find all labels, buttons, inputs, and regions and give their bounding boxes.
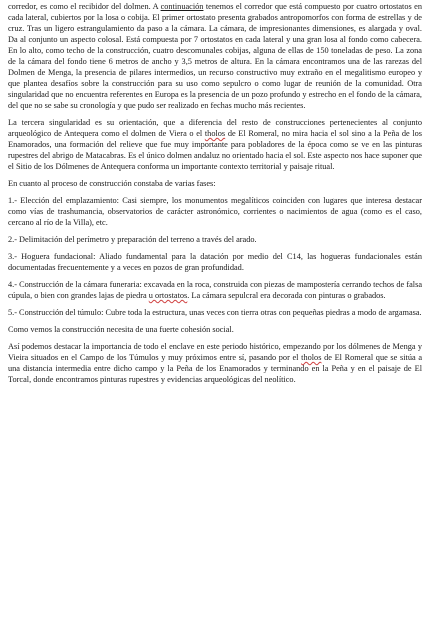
text: La tercera singularidad es su orientación, que a diferencia del resto de construcciones pertenecientes al conjunto arqueológico de Antequera como el dolmen de Viera o el xyxy=(8,118,422,138)
paragraph-social-cohesion: Como vemos la construcción necesita de una fuerte cohesión social. xyxy=(8,325,234,334)
paragraph-phase-5: 5.- Construcción del túmulo: Cubre toda la estructura, unas veces con tierra otras con pequeñas piedras a modo de argamasa. xyxy=(8,308,422,317)
paragraph-phase-1: 1.- Elección del emplazamiento: Casi siempre, los monumentos megalíticos coinciden con lugares que interesa destacar como vías de trashumancia, observatorios de carácter astronómico, corrientes o nacimientos de agua (como es el caso, cercano al río de la Villa), etc. xyxy=(8,196,422,227)
text: tenemos el corredor que está compuesto por cuatro ortostatos en cada lateral, cubiertos por la losa o cobija. El primer ortostato presenta grabados antropomorfos con forma de estrellas y de cruz. Tras un ligero estrangulamiento da paso a la cámara. La cámara, de impresionantes dimensiones, es alargada y oval. Da al conjunto un aspecto colosal. Está compuesta por 7 ortostatos en cada lateral y una gran losa al fondo como cabecera. En lo alto, como techo de la construcción, cuatro descomunales cobijas, alguna de ellas de 150 toneladas de peso. La zona de la cámara del fondo tiene 6 metros de ancho y 3,5 metros de altura. En la cámara encontramos una de las rarezas del Dolmen de Menga, la presencia de pilares intermedios, un recurso constructivo muy extraño en el megalitismo europeo y que plantea desafíos sobre la construcción para su uso como sepulcro o como lugar de reunión de la comunidad. Otra singularidad que no encuentra referentes en Europa es la presencia de un pozo profundo y estrecho en el fondo de la cámara, del que no se sabe su cronología y que pudo ser realizado en fechas mucho más recientes. xyxy=(8,2,422,110)
text: Así podemos destacar la importancia de todo el enclave en este periodo histórico, empezando por los dólmenes de Menga y Vieira situados en el Campo de los Túmulos y muy próximos entre sí, pasando por el xyxy=(8,342,422,362)
text: 4.- Construcción de la cámara funeraria: excavada en la roca, construida con piezas de mampostería cerrando techos de falsa cúpula, o bien con grandes lajas de piedra xyxy=(8,280,422,300)
text: de El Romeral que se sitúa a una distancia intermedia entre dicho campo y la Peña de los Enamorados y terminando en la Peña y en el paisaje de El Torcal, donde encontramos pinturas rupestres y evidencias arqueológicas del neolítico. xyxy=(8,353,422,384)
text: . La cámara sepulcral era decorada con pinturas o grabados. xyxy=(187,291,386,300)
paragraph-phase-2: 2.- Delimitación del perímetro y preparación del terreno a través del arado. xyxy=(8,235,257,244)
paragraph-construction-intro: En cuanto al proceso de construcción constaba de varias fases: xyxy=(8,179,216,188)
text: corredor, es como el recibidor del dolmen. A xyxy=(8,2,161,11)
spellcheck-word: u ortostatos xyxy=(148,291,188,300)
spellcheck-word: tholos xyxy=(301,353,322,362)
spellcheck-word: tholos xyxy=(204,129,226,138)
paragraph-enclave-importance xyxy=(8,341,422,385)
link-continuacion[interactable]: continuación xyxy=(160,2,204,11)
paragraph-phase-4 xyxy=(8,279,422,301)
text: de El Romeral, no mira hacia el sol sino a la Peña de los Enamorados, una formación del relieve que fue muy importante para pobladores de la época como se ve en las pinturas rupestres del abrigo de Matacabras. Es el único dolmen andaluz no orientado hacia el sol. Este aspecto nos hace suponer que el Sitio de los Dólmenes de Antequera conforma un importante contexto territorial y paisaje ritual. xyxy=(8,129,423,171)
paragraph-orientation xyxy=(8,117,422,172)
paragraph-dolmen-description xyxy=(8,1,422,111)
paragraph-phase-3: 3.- Hoguera fundacional: Aliado fundamental para la datación por medio del C14, las hogueras fundacionales están documentadas frecuentemente y a veces en pozos de gran profundidad. xyxy=(8,252,422,272)
